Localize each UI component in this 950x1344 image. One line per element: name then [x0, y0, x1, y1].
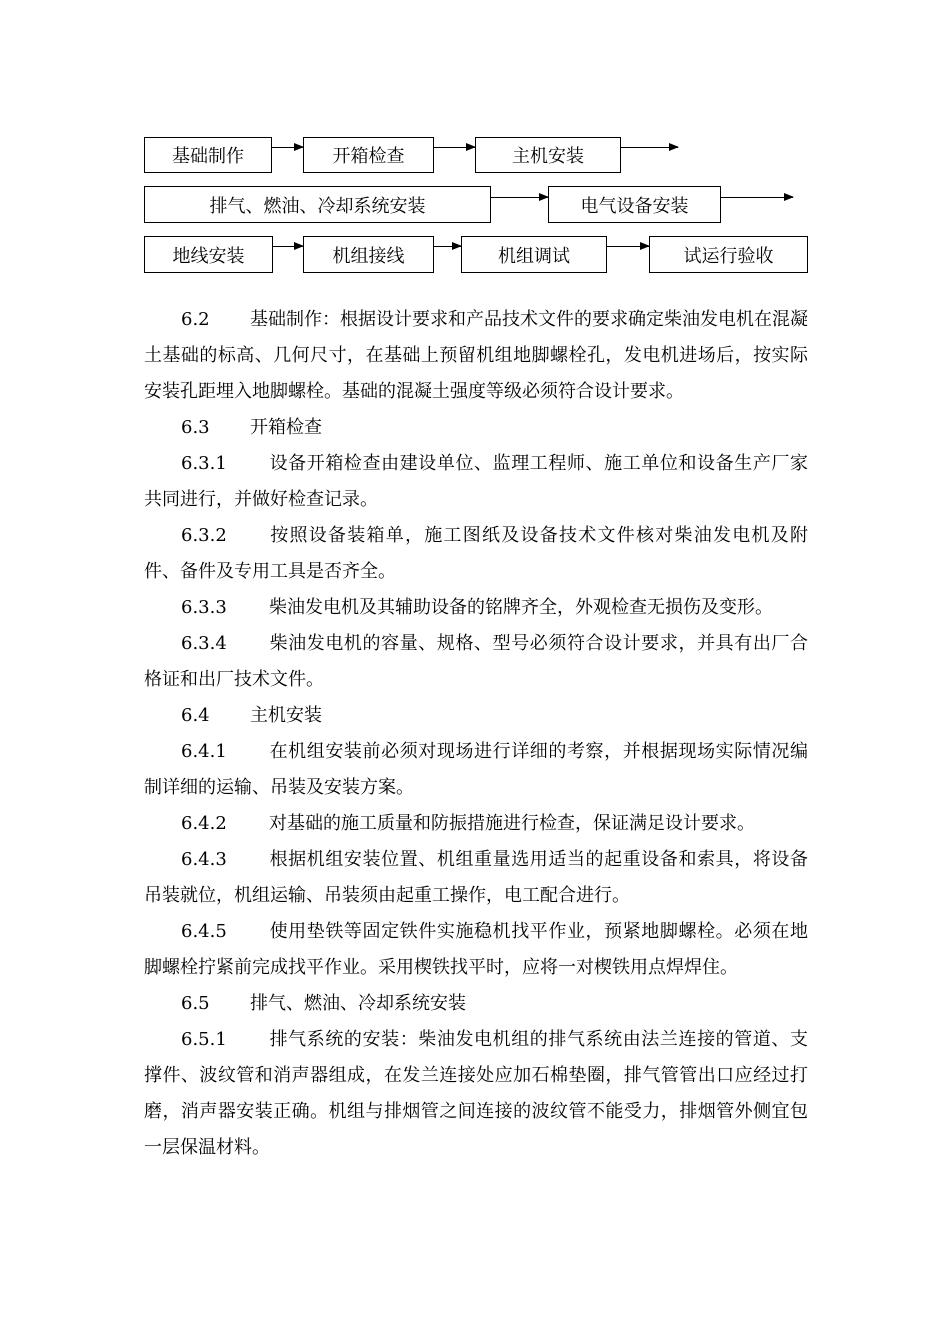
section-6-5-1 — [144, 1022, 808, 1166]
section-text: 排气系统的安装：柴油发电机组的排气系统由法兰连接的管道、支撑件、波纹管和消声器组成，在发兰连接处应加石棉垫圈，排气管管出口应经过打磨，消声器安装正确。机组与排烟管之间连接的波纹管不能受力，排烟管外侧宜包一层保温材料。 — [144, 1029, 808, 1158]
section-6-4-2 — [144, 806, 808, 842]
section-6-3-2 — [144, 518, 808, 590]
section-number: 6.3.1 — [181, 453, 227, 474]
section-number: 6.4.2 — [181, 813, 227, 834]
section-text: 在机组安装前必须对现场进行详细的考察，并根据现场实际情况编制详细的运输、吊装及安装方案。 — [144, 741, 808, 798]
heading-6-4 — [144, 698, 808, 734]
section-text: 基础制作：根据设计要求和产品技术文件的要求确定柴油发电机在混凝土基础的标高、几何尺寸，在基础上预留机组地脚螺栓孔，发电机进场后，按实际安装孔距埋入地脚螺栓。基础的混凝土强度等级必须符合设计要求。 — [144, 309, 808, 402]
section-number: 6.5 — [181, 993, 210, 1014]
section-number: 6.3.3 — [181, 597, 227, 618]
section-text: 设备开箱检查由建设单位、监理工程师、施工单位和设备生产厂家共同进行，并做好检查记录。 — [144, 453, 808, 510]
section-text: 使用垫铁等固定铁件实施稳机找平作业，预紧地脚螺栓。必须在地脚螺栓拧紧前完成找平作业。采用楔铁找平时，应将一对楔铁用点焊焊住。 — [144, 921, 808, 978]
section-number: 6.4.5 — [181, 921, 227, 942]
section-text: 按照设备装箱单，施工图纸及设备技术文件核对柴油发电机及附件、备件及专用工具是否齐全。 — [144, 525, 808, 582]
document-body — [144, 302, 808, 1166]
section-6-3-1 — [144, 446, 808, 518]
section-text: 对基础的施工质量和防振措施进行检查，保证满足设计要求。 — [269, 813, 755, 834]
section-number: 6.2 — [181, 309, 210, 330]
section-text: 排气、燃油、冷却系统安装 — [250, 993, 466, 1014]
section-6-3-3 — [144, 590, 808, 626]
flow-box-exhaust-fuel-cooling: 排气、燃油、冷却系统安装 — [144, 186, 491, 223]
section-6-2 — [144, 302, 808, 410]
section-number: 6.5.1 — [181, 1029, 227, 1050]
section-text: 柴油发电机及其辅助设备的铭牌齐全，外观检查无损伤及变形。 — [269, 597, 773, 618]
flow-arrow — [434, 147, 475, 148]
section-text: 柴油发电机的容量、规格、型号必须符合设计要求，并具有出厂合格证和出厂技术文件。 — [144, 633, 808, 690]
flow-box-trial-acceptance: 试运行验收 — [649, 236, 808, 273]
flow-box-ground-wire: 地线安装 — [144, 236, 273, 273]
section-6-3-4 — [144, 626, 808, 698]
heading-6-3 — [144, 410, 808, 446]
section-6-4-1 — [144, 734, 808, 806]
section-number: 6.4.3 — [181, 849, 227, 870]
flow-arrow — [272, 147, 303, 148]
flow-arrow — [434, 246, 461, 247]
section-text: 开箱检查 — [250, 417, 322, 438]
section-number: 6.3.4 — [181, 633, 227, 654]
section-6-4-3 — [144, 842, 808, 914]
heading-6-5 — [144, 986, 808, 1022]
flow-arrow — [607, 246, 649, 247]
flow-arrow — [273, 246, 303, 247]
section-number: 6.3 — [181, 417, 210, 438]
flow-box-wiring: 机组接线 — [303, 236, 434, 273]
flow-arrow — [621, 147, 678, 148]
section-6-4-5 — [144, 914, 808, 986]
flow-box-debugging: 机组调试 — [461, 236, 607, 273]
flow-box-foundation: 基础制作 — [144, 137, 272, 173]
flow-box-main-unit: 主机安装 — [475, 137, 621, 173]
flow-arrow — [491, 197, 548, 198]
section-number: 6.4 — [181, 705, 210, 726]
section-number: 6.3.2 — [181, 525, 227, 546]
flow-box-unpacking: 开箱检查 — [303, 137, 434, 173]
section-text: 主机安装 — [250, 705, 322, 726]
section-number: 6.4.1 — [181, 741, 227, 762]
flow-box-electrical: 电气设备安装 — [548, 186, 721, 223]
flow-arrow — [721, 197, 793, 198]
section-text: 根据机组安装位置、机组重量选用适当的起重设备和索具，将设备吊装就位，机组运输、吊装须由起重工操作，电工配合进行。 — [144, 849, 808, 906]
